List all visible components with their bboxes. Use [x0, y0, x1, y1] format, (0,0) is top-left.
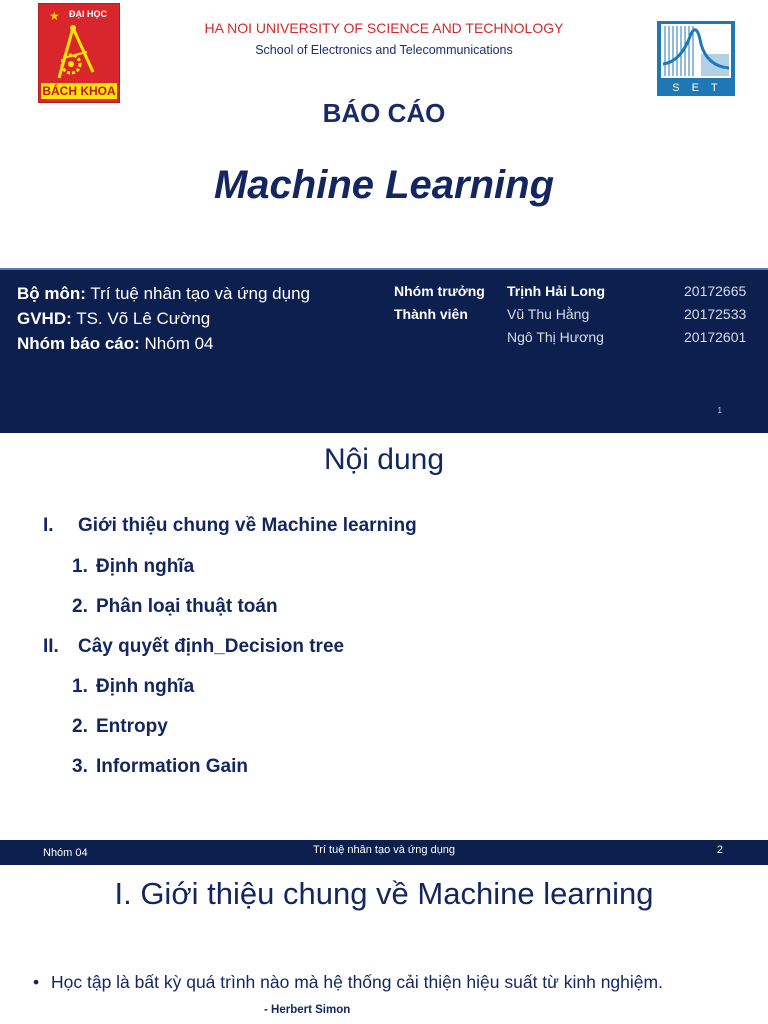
compass-gear-icon: [53, 22, 109, 82]
toc-item-number: II.: [43, 636, 59, 657]
toc-item-label: Giới thiệu chung về Machine learning: [78, 515, 417, 536]
department-label: Bộ môn:: [17, 284, 86, 303]
toc-item: [72, 716, 168, 738]
toc-item: [72, 556, 194, 578]
member-id: 20172533: [684, 306, 747, 322]
slide-footer: [0, 840, 768, 865]
member-role: Thành viên: [394, 306, 468, 322]
hust-logo-top-text: ĐẠI HỌC: [69, 9, 107, 19]
footer-page-number: 2: [716, 844, 723, 856]
toc-item-number: 2.: [72, 716, 88, 737]
advisor-value: TS. Võ Lê Cường: [76, 309, 211, 328]
set-logo: [657, 21, 735, 96]
toc-item-label: Phân loại thuật toán: [96, 596, 278, 617]
waveform-icon: [661, 24, 731, 78]
department-line: [17, 284, 310, 304]
report-label: BÁO CÁO: [322, 98, 446, 128]
department-value: Trí tuệ nhân tạo và ứng dụng: [90, 284, 310, 303]
star-icon: ★: [49, 9, 60, 23]
member-name: Ngô Thị Hương: [507, 329, 604, 345]
toc-item: [43, 515, 417, 537]
toc-item-label: Định nghĩa: [96, 556, 195, 577]
toc-item-number: 1.: [72, 676, 88, 697]
group-label: Nhóm báo cáo:: [17, 334, 140, 353]
quote-author: - Herbert Simon: [264, 1004, 351, 1016]
university-name: HA NOI UNIVERSITY OF SCIENCE AND TECHNOLOGY: [204, 20, 564, 36]
set-logo-text: SET: [672, 82, 730, 94]
toc-item: [43, 636, 344, 658]
bullet-icon: •: [33, 972, 40, 992]
toc-item-label: Information Gain: [96, 756, 248, 777]
info-band: [0, 268, 768, 433]
footer-course: Trí tuệ nhân tạo và ứng dụng: [312, 844, 456, 856]
hust-logo-plate: BÁCH KHOA: [42, 84, 116, 98]
member-id: 20172665: [684, 283, 747, 299]
section-title: I. Giới thiệu chung về Machine learning: [114, 876, 654, 911]
toc-item: [72, 676, 194, 698]
member-name: Vũ Thu Hằng: [507, 306, 590, 322]
toc-item-number: 2.: [72, 596, 88, 617]
toc-item-number: 1.: [72, 556, 88, 577]
toc-item: [72, 756, 248, 778]
toc-item: [72, 596, 278, 618]
member-id: 20172601: [684, 329, 747, 345]
group-value: Nhóm 04: [144, 334, 214, 353]
member-name: Trịnh Hải Long: [507, 283, 605, 299]
footer-group: Nhóm 04: [43, 847, 88, 859]
hust-logo: [38, 3, 120, 103]
advisor-label: GVHD:: [17, 309, 72, 328]
toc-item-number: 3.: [72, 756, 88, 777]
toc-item-number: I.: [43, 515, 54, 536]
toc-item-label: Cây quyết định_Decision tree: [78, 636, 345, 657]
bullet-text: Học tập là bất kỳ quá trình nào mà hệ thống cải thiện hiệu suất từ kinh nghiệm.: [51, 972, 663, 992]
leader-role: Nhóm trưởng: [394, 283, 485, 299]
slide-title: Machine Learning: [213, 163, 555, 207]
school-name: School of Electronics and Telecommunications: [255, 43, 513, 57]
group-line: [17, 334, 214, 354]
page-number: 1: [717, 406, 722, 415]
toc-item-label: Entropy: [96, 716, 168, 737]
bullet-item: [33, 972, 663, 993]
toc-item-label: Định nghĩa: [96, 676, 195, 697]
advisor-line: [17, 309, 210, 329]
toc-title: Nội dung: [323, 443, 445, 476]
